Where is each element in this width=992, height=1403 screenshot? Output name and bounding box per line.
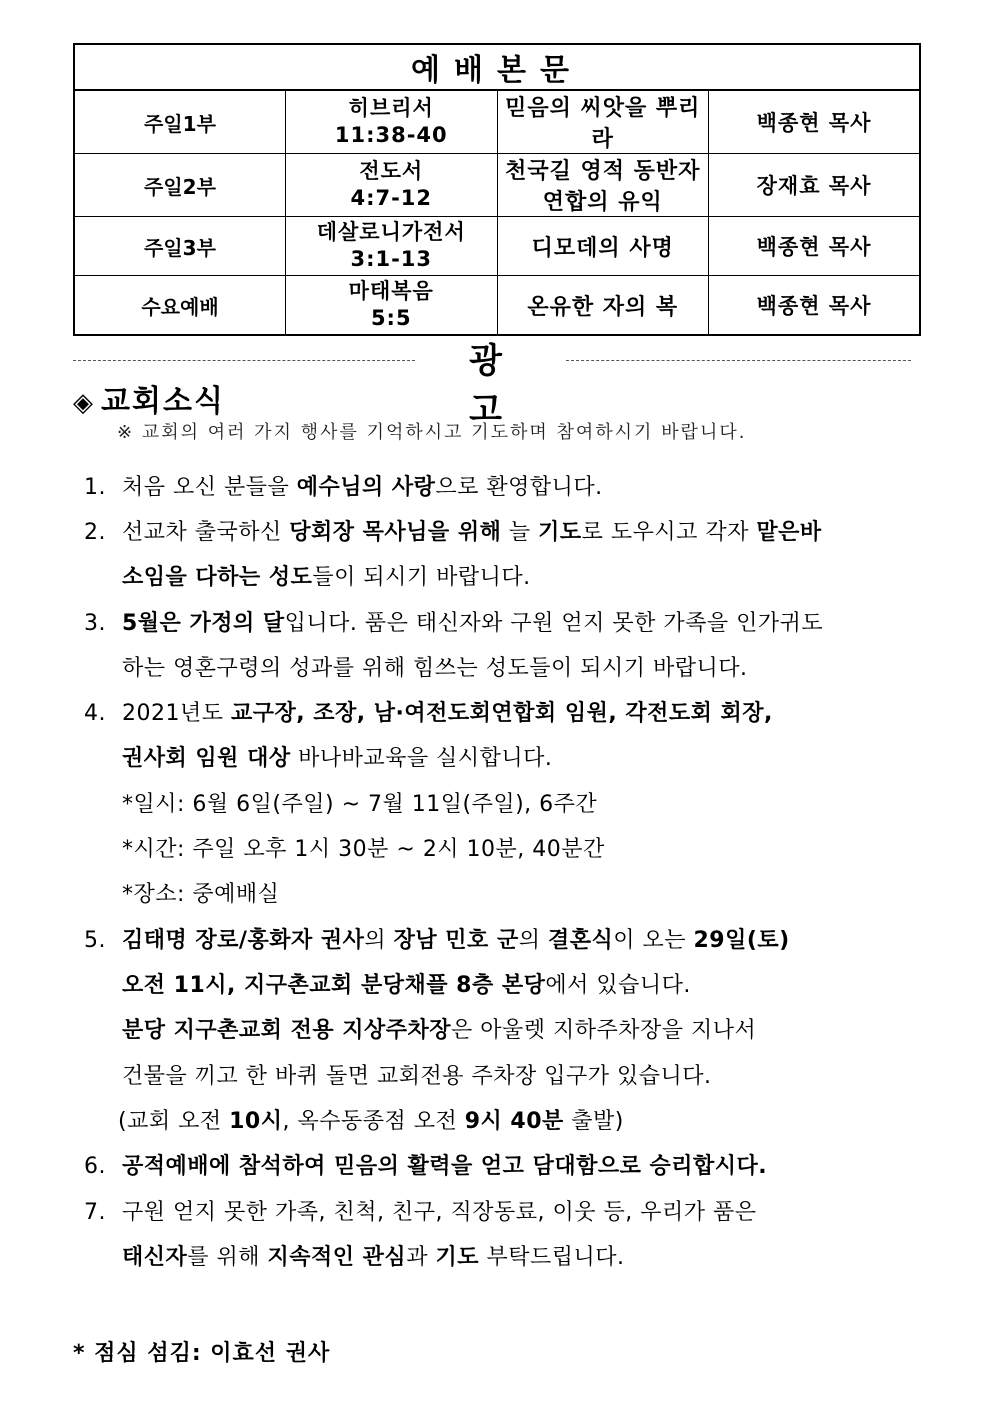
item-text: (교회 오전 (118, 1109, 230, 1134)
item-text: 의 (364, 928, 394, 953)
item-text: 구원 얻지 못한 가족, 친척, 친구, 직장동료, 이웃 등, 우리가 품은 (122, 1200, 757, 1225)
preacher: 백종현 목사 (709, 90, 921, 154)
item-text: 의 (518, 928, 548, 953)
scripture (286, 217, 498, 276)
item-text-bold: 당회장 목사님을 위해 (289, 520, 502, 545)
item-text-bold: 공적예배에 참석하여 믿음의 활력을 얻고 담대함으로 승리합시다. (122, 1154, 768, 1179)
scripture-verse: 5:5 (370, 306, 412, 330)
list-item-continuation (122, 1235, 624, 1281)
item-text-bold: 소임을 다하는 성도 (122, 565, 313, 590)
item-text-bold: 10시 (229, 1109, 283, 1134)
list-item (84, 1144, 767, 1190)
worship-row (74, 154, 920, 217)
item-text-bold: 기도 (538, 520, 582, 545)
scripture-book: 마태복음 (348, 279, 434, 303)
item-text: 처음 오신 분들을 (122, 475, 297, 500)
sermon-title: 디모데의 사명 (497, 217, 709, 276)
item-number: 6. (84, 1154, 106, 1179)
service-name: 주일3부 (74, 217, 286, 276)
item-text-bold: 기도 (435, 1245, 479, 1270)
list-item-continuation (118, 1099, 624, 1145)
scripture-verse: 4:7-12 (350, 186, 433, 210)
list-item (84, 465, 603, 511)
worship-row (74, 276, 920, 336)
sermon-title: 믿음의 씨앗을 뿌리라 (497, 90, 709, 154)
scripture-verse: 3:1-13 (350, 247, 433, 271)
worship-table (73, 43, 921, 336)
item-text-bold: 예수님의 사랑 (296, 475, 436, 500)
scripture-book: 데살로니가전서 (316, 220, 466, 244)
item-text-bold: 5월은 가정의 달 (122, 611, 285, 636)
list-item-continuation: 하는 영혼구령의 성과를 위해 힘쓰는 성도들이 되시기 바랍니다. (122, 656, 748, 681)
list-item-continuation (122, 555, 531, 601)
list-item (84, 1190, 756, 1236)
item-text: 에서 있습니다. (545, 973, 691, 998)
item-text-bold: 지속적인 관심 (267, 1245, 407, 1270)
church-news-label: 교회소식 (101, 384, 225, 419)
item-text: 로 도우시고 각자 (581, 520, 757, 545)
worship-row (74, 90, 920, 154)
scripture-verse: 11:38-40 (334, 123, 448, 147)
item-number: 2. (84, 520, 106, 545)
detail-place: *장소: 중예배실 (122, 882, 280, 907)
divider-left (73, 360, 415, 361)
item-text: 들이 되시기 바랍니다. (312, 565, 531, 590)
item-text-bold: 장남 민호 군 (393, 928, 519, 953)
item-text-bold: 김태명 장로/홍화자 권사 (122, 928, 365, 953)
item-text-bold: 권사회 임원 대상 (122, 746, 291, 771)
list-item-continuation (122, 1008, 756, 1054)
lunch-service-note: * 점심 섬김: 이효선 권사 (73, 1341, 331, 1366)
list-item-continuation: 건물을 끼고 한 바퀴 돌면 교회전용 주차장 입구가 있습니다. (122, 1064, 712, 1089)
list-item (84, 601, 823, 647)
item-text: 입니다. 품은 태신자와 구원 얻지 못한 가족을 인가귀도 (284, 611, 824, 636)
item-number: 4. (84, 701, 106, 726)
service-name: 주일1부 (74, 90, 286, 154)
scripture (286, 276, 498, 336)
item-text-bold: 오전 11시, 지구촌교회 분당채플 8층 본당 (122, 973, 546, 998)
announcements-title: 광고 (469, 341, 542, 430)
sermon-title: 천국길 영적 동반자 연합의 유익 (497, 154, 709, 217)
preacher: 백종현 목사 (709, 217, 921, 276)
diamond-bullet-icon: ◈ (73, 388, 95, 418)
scripture-book: 히브리서 (348, 96, 434, 120)
church-news-title (73, 376, 225, 420)
item-text-bold: 29일(토) (693, 928, 790, 953)
item-text: 부탁드립니다. (478, 1245, 625, 1270)
item-text: 늘 (501, 520, 539, 545)
item-text-bold: 분당 지구촌교회 전용 지상주차장 (122, 1018, 452, 1043)
scripture (286, 154, 498, 217)
preacher: 장재효 목사 (709, 154, 921, 217)
item-text-bold: 태신자 (122, 1245, 188, 1270)
detail-time: *시간: 주일 오후 1시 30분 ~ 2시 10분, 40분간 (122, 837, 605, 862)
worship-table-title: 예배본문 (74, 44, 920, 90)
detail-date: *일시: 6월 6일(주일) ~ 7월 11일(주일), 6주간 (122, 792, 598, 817)
item-text: 선교차 출국하신 (122, 520, 290, 545)
service-name: 주일2부 (74, 154, 286, 217)
service-name: 수요예배 (74, 276, 286, 336)
church-news-note: ※ 교회의 여러 가지 행사를 기억하시고 기도하며 참여하시기 바랍니다. (117, 422, 747, 443)
list-item-continuation (122, 736, 552, 782)
item-text: 이 오는 (613, 928, 694, 953)
list-item (84, 510, 822, 556)
item-number: 5. (84, 928, 106, 953)
item-number: 7. (84, 1200, 106, 1225)
scripture (286, 90, 498, 154)
divider-right (566, 360, 911, 361)
item-text: 과 (406, 1245, 436, 1270)
item-text: 출발) (563, 1109, 624, 1134)
item-text-bold: 교구장, 조장, 남·여전도회연합회 임원, 각전도회 회장, (231, 701, 773, 726)
item-text-bold: 결혼식 (547, 928, 614, 953)
list-item (84, 691, 773, 737)
item-text: , 옥수동종점 오전 (282, 1109, 465, 1134)
item-text: 으로 환영합니다. (435, 475, 603, 500)
list-item (84, 918, 790, 964)
list-item-continuation (122, 963, 691, 1009)
item-number: 1. (84, 475, 106, 500)
item-text-bold: 9시 40분 (464, 1109, 564, 1134)
item-text: 바나바교육을 실시합니다. (290, 746, 553, 771)
item-text: 를 위해 (187, 1245, 268, 1270)
item-text: 2021년도 (122, 701, 231, 726)
preacher: 백종현 목사 (709, 276, 921, 336)
item-number: 3. (84, 611, 106, 636)
item-text-bold: 맡은바 (756, 520, 822, 545)
worship-row (74, 217, 920, 276)
sermon-title: 온유한 자의 복 (497, 276, 709, 336)
item-text: 은 아울렛 지하주차장을 지나서 (451, 1018, 757, 1043)
scripture-book: 전도서 (359, 159, 424, 183)
